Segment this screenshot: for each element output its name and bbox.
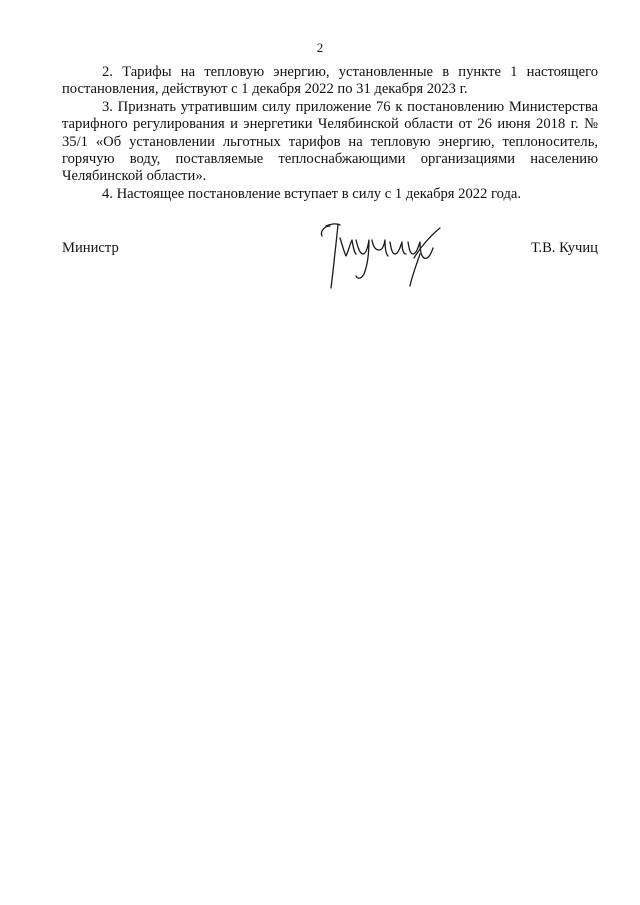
handwritten-signature: [316, 218, 444, 294]
signature-block: [62, 226, 598, 296]
paragraph-2: 2. Тарифы на тепловую энергию, установленные в пункте 1 настоящего постановления, действуют с 1 декабря 2022 по 31 декабря 2023 г.: [62, 64, 598, 98]
document-body: [62, 64, 598, 203]
signer-name: Т.В. Кучиц: [530, 240, 598, 256]
signer-title: Министр: [62, 240, 119, 256]
paragraph-3: 3. Признать утратившим силу приложение 76 к постановлению Министерства тарифного регулирования и энергетики Челябинской области от 26 июня 2018 г. № 35/1 «Об установлении льготных тарифов на тепловую энергию, теплоноситель, горячую воду, поставляемые теплоснабжающими организациями населению Челябинской области».: [62, 98, 598, 185]
paragraph-4: 4. Настоящее постановление вступает в силу с 1 декабря 2022 года.: [102, 185, 522, 202]
page-number: 2: [316, 40, 324, 55]
